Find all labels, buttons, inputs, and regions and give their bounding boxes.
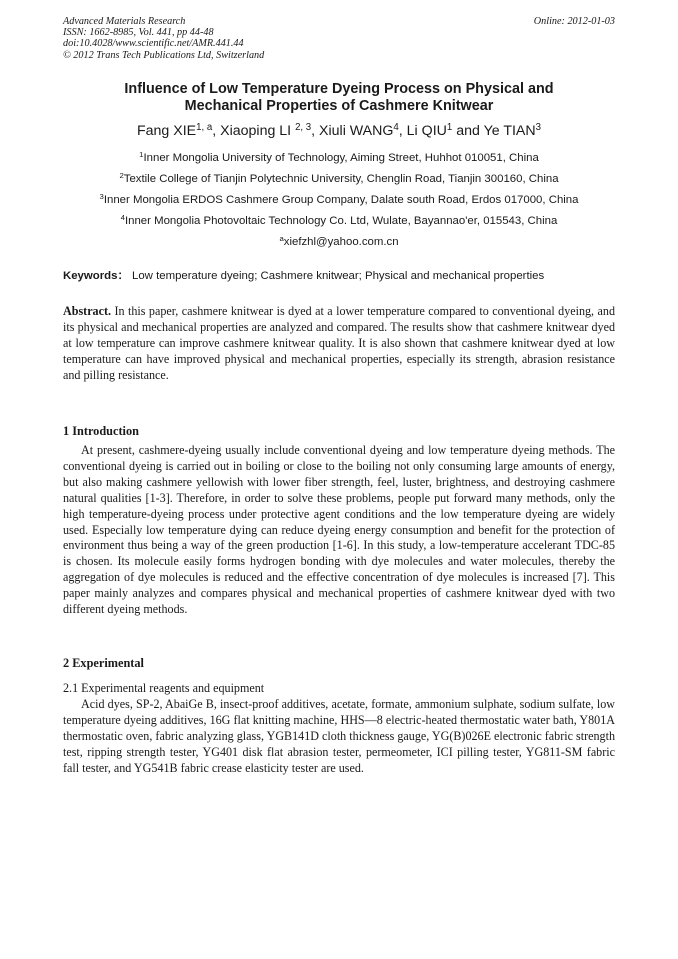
author-list xyxy=(40,121,638,141)
affiliation-sup: 3 xyxy=(99,192,104,202)
author-sep: , xyxy=(311,123,320,139)
doi-line: doi:10.4028/www.scientific.net/AMR.441.44 xyxy=(63,38,244,50)
affiliation-list xyxy=(40,148,638,253)
paper-title xyxy=(63,81,615,115)
issn-line: ISSN: 1662-8985, Vol. 441, pp 44-48 xyxy=(63,27,214,39)
email-line xyxy=(40,232,638,253)
author-name: Li QIU xyxy=(406,123,447,139)
title-line-2: Mechanical Properties of Cashmere Knitwear xyxy=(184,98,494,114)
affiliation-text: Textile College of Tianjin Polytechnic University, Chenglin Road, Tianjin 300160, China xyxy=(123,173,559,185)
keywords-label: Keywords： xyxy=(63,270,129,282)
author-sup: 1 xyxy=(446,122,453,134)
affiliation-item xyxy=(40,169,638,190)
author-name: Xiaoping LI xyxy=(220,123,296,139)
abstract-text: In this paper, cashmere knitwear is dyed at a lower temperature compared to conventional dyeing, and its physical and mechanical properties are analyzed and compared. The results show that cashmere knitwear dyed at low temperature can improve cashmere knitwear quality. It is also shown that cashmere knitwear dyed at low temperature can have improved physical and mechanical properties, especially its strength, abrasion resistance and pilling resistance. xyxy=(63,304,615,382)
affiliation-text: Inner Mongolia University of Technology, Aiming Street, Huhhot 010051, China xyxy=(143,152,539,164)
author-sep: , xyxy=(398,123,407,139)
author-sup: 2, 3 xyxy=(295,122,312,134)
abstract-label: Abstract. xyxy=(63,304,112,318)
affiliation-sup: 4 xyxy=(120,213,125,223)
affiliation-text: Inner Mongolia ERDOS Cashmere Group Company, Dalate south Road, Erdos 017000, China xyxy=(103,194,579,206)
online-date: Online: 2012-01-03 xyxy=(533,16,615,27)
author-name: Ye TIAN xyxy=(483,123,536,139)
author-sep: , xyxy=(212,123,221,139)
keywords-text: Low temperature dyeing; Cashmere knitwear; Physical and mechanical properties xyxy=(132,270,545,282)
author-sup: 3 xyxy=(535,122,542,134)
copyright-line: © 2012 Trans Tech Publications Ltd, Switzerland xyxy=(63,49,265,61)
affiliation-item xyxy=(40,148,638,169)
introduction-paragraph: At present, cashmere-dyeing usually include conventional dyeing and low temperature dyeing methods. The conventional dyeing is carried out in boiling or close to the boiling not only consuming large amounts of energy, but also making cashmere yellowish with lower fiber strength, feel, luster, brightness, and destroying cashmere natural qualities [1-3]. Therefore, in order to solve these problems, people put forward many methods, only the high temperature-dyeing process under protective agent conditions and the low temperature dyeing are widely used. Especially low temperature dying can reduce dyeing energy consumption and benefit for the protection of environment thus being a way of the green production [1-6]. In this study, a low-temperature accelerant TDC-85 is chosen. Its molecule easily forms hydrogen bonding with dye molecules and water molecules, thereby the aggregation of dye molecules is reduced and the effective concentration of dye molecules is increased [7]. This paper mainly analyzes and compares physical and mechanical properties of cashmere knitwear dyed with two different dyeing methods. xyxy=(63,443,615,617)
author-name: Fang XIE xyxy=(136,123,197,139)
reagents-paragraph: Acid dyes, SP-2, AbaiGe B, insect-proof additives, acetate, formate, ammonium sulphate, sodium sulfate, low temperature dyeing additives, 16G flat knitting machine, HHS—8 electric-heated thermostatic water bath, Y801A thermostatic oven, fabric analyzing glass, YGB141D cloth thickness gauge, YG(B)026E electronic fabric strength test, ripping strength tester, YG401 disk flat abrasion tester, permeometer, ICI pilling tester, YG811-SM fabric fall tester, and YG541B fabric crease elasticity tester are used. xyxy=(63,697,615,775)
email-link[interactable]: xiefzhl@yahoo.com.cn xyxy=(283,236,399,248)
affiliation-item xyxy=(40,190,638,211)
title-line-1: Influence of Low Temperature Dyeing Process on Physical and xyxy=(124,81,554,97)
author-sep: and xyxy=(452,123,484,139)
keywords-line xyxy=(63,269,615,283)
section-heading-experimental: 2 Experimental xyxy=(63,656,144,670)
section-heading-introduction: 1 Introduction xyxy=(63,424,139,438)
journal-name: Advanced Materials Research xyxy=(63,16,186,27)
author-name: Xiuli WANG xyxy=(319,123,394,139)
abstract xyxy=(63,304,615,384)
introduction-body xyxy=(63,443,615,618)
email-sup: a xyxy=(279,234,284,244)
affiliation-sup: 2 xyxy=(119,171,124,181)
journal-header xyxy=(63,16,615,61)
author-sup: 1, a xyxy=(196,122,213,134)
affiliation-sup: 1 xyxy=(139,150,144,160)
author-sup: 4 xyxy=(393,122,399,134)
reagents-body xyxy=(63,697,615,777)
affiliation-text: Inner Mongolia Photovoltaic Technology Co. Ltd, Wulate, Bayannao'er, 015543, China xyxy=(124,215,558,227)
subsection-heading-reagents: 2.1 Experimental reagents and equipment xyxy=(63,681,265,695)
affiliation-item xyxy=(40,211,638,232)
